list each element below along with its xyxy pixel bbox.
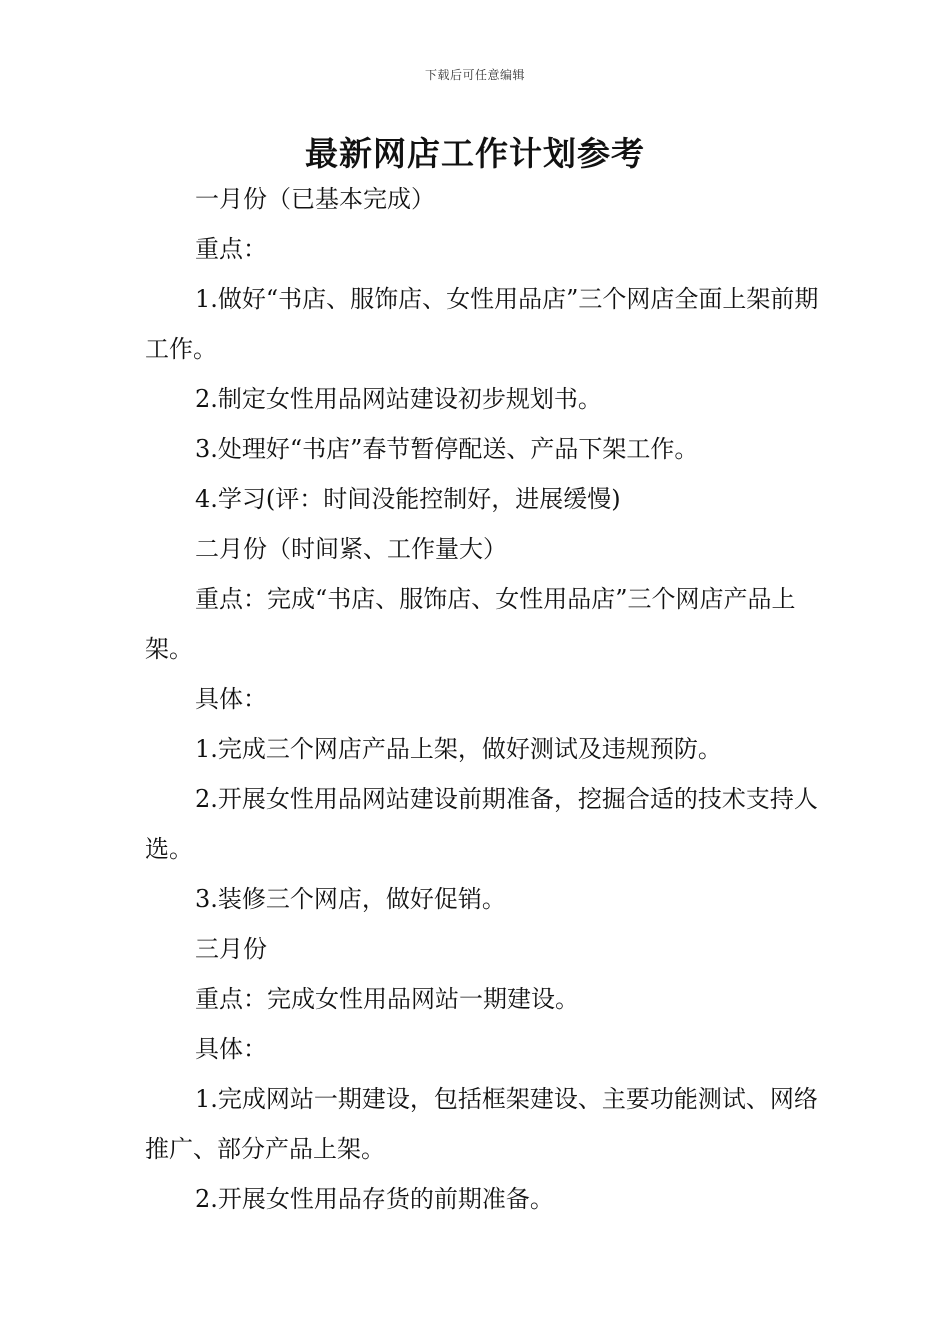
header-note: 下载后可任意编辑 bbox=[424, 68, 525, 82]
paragraph-february-item-3: 3.装修三个网店，做好促销。 bbox=[195, 885, 506, 913]
paragraph-march-details-label: 具体： bbox=[195, 1035, 267, 1063]
document-title: 最新网店工作计划参考 bbox=[305, 134, 645, 173]
paragraph-january-item-3: 3.处理好“书店”春节暂停配送、产品下架工作。 bbox=[195, 435, 699, 463]
paragraph-march-item-1: 1.完成网站一期建设，包括框架建设、主要功能测试、网络推广、部分产品上架。 bbox=[145, 1085, 818, 1163]
paragraph-february-details-label: 具体： bbox=[195, 685, 267, 713]
paragraph-january-focus-label: 重点： bbox=[195, 235, 267, 263]
paragraph-february-item-1: 1.完成三个网店产品上架，做好测试及违规预防。 bbox=[195, 735, 722, 763]
paragraph-january-heading: 一月份（已基本完成） bbox=[195, 185, 435, 213]
paragraph-january-item-4: 4.学习(评：时间没能控制好，进展缓慢) bbox=[195, 485, 621, 513]
document-body bbox=[145, 174, 825, 1224]
paragraph-february-heading: 二月份（时间紧、工作量大） bbox=[195, 535, 507, 563]
paragraph-march-focus: 重点：完成女性用品网站一期建设。 bbox=[195, 985, 579, 1013]
paragraph-march-heading: 三月份 bbox=[195, 935, 267, 963]
paragraph-march-item-2: 2.开展女性用品存货的前期准备。 bbox=[195, 1185, 554, 1213]
paragraph-february-focus: 重点：完成“书店、服饰店、女性用品店”三个网店产品上架。 bbox=[145, 585, 796, 663]
paragraph-january-item-2: 2.制定女性用品网站建设初步规划书。 bbox=[195, 385, 602, 413]
paragraph-february-item-2: 2.开展女性用品网站建设前期准备，挖掘合适的技术支持人选。 bbox=[145, 785, 818, 863]
paragraph-january-item-1: 1.做好“书店、服饰店、女性用品店”三个网店全面上架前期工作。 bbox=[145, 285, 819, 363]
